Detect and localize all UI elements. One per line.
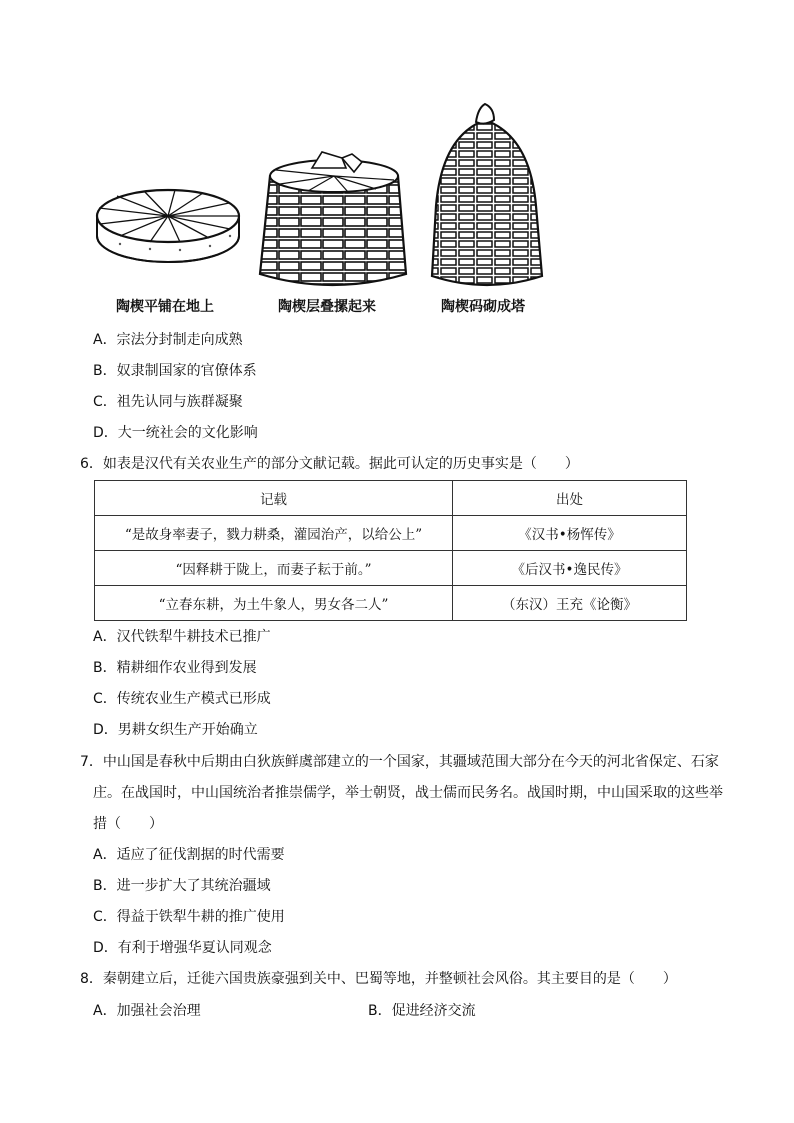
option-text: 传统农业生产模式已形成	[116, 691, 271, 707]
q7-option-d[interactable]	[93, 938, 272, 958]
pottery-wedge-illustration	[80, 96, 580, 296]
table-header-source: 出处	[453, 481, 687, 516]
option-text: 有利于增强华夏认同观念	[117, 940, 272, 956]
q7-stem-line-1: 7．中山国是春秋中后期由白狄族鲜虞部建立的一个国家，其疆域范围大部分在今天的河北省保定、石家	[80, 754, 719, 770]
table-cell-source: 《后汉书•逸民传》	[453, 551, 687, 586]
option-text: 男耕女织生产开始确立	[117, 722, 258, 738]
option-text: 精耕细作农业得到发展	[116, 660, 257, 676]
option-letter: C．	[93, 909, 117, 925]
option-letter: B．	[93, 660, 117, 676]
option-text: 宗法分封制走向成熟	[116, 332, 243, 348]
figure-caption-tower: 陶楔码砌成塔	[441, 299, 525, 315]
tower-dome-drawing	[432, 104, 542, 285]
q7-stem-line-2: 庄。在战国时，中山国统治者推崇儒学，举士朝贤，战士儒而民务名。战国时期，中山国采取的这些举	[93, 785, 723, 801]
option-letter: A．	[93, 629, 117, 645]
table-header-record: 记载	[95, 481, 453, 516]
q6-option-b[interactable]	[93, 658, 257, 678]
q5-option-c[interactable]	[93, 392, 243, 412]
table-cell-record: “是故身率妻子，戮力耕桑，灌园治产，以给公上”	[95, 516, 453, 551]
option-letter: B．	[368, 1003, 392, 1019]
option-letter: A．	[93, 1003, 117, 1019]
q7-option-b[interactable]	[93, 876, 271, 896]
table-cell-source: （东汉）王充《论衡》	[453, 586, 687, 621]
table-cell-record: “因释耕于陇上，而妻子耘于前。”	[95, 551, 453, 586]
q5-option-a[interactable]	[93, 330, 243, 350]
option-letter: A．	[93, 332, 117, 348]
stacked-drum-drawing	[260, 152, 406, 285]
table-cell-source: 《汉书•杨恽传》	[453, 516, 687, 551]
option-text: 祖先认同与族群凝聚	[116, 394, 243, 410]
q6-stem: 6．如表是汉代有关农业生产的部分文献记载。据此可认定的历史事实是（ ）	[80, 456, 579, 472]
table-cell-record: “立春东耕，为土牛象人，男女各二人”	[95, 586, 453, 621]
option-text: 得益于铁犁牛耕的推广使用	[116, 909, 285, 925]
figure-caption-stacked: 陶楔层叠摞起来	[278, 299, 376, 315]
option-letter: B．	[93, 878, 117, 894]
flat-disc-drawing	[97, 190, 239, 262]
option-letter: D．	[93, 722, 118, 738]
option-text: 奴隶制国家的官僚体系	[116, 363, 257, 379]
q6-option-a[interactable]	[93, 627, 271, 647]
option-text: 加强社会治理	[116, 1003, 201, 1019]
figure-caption-flat: 陶楔平铺在地上	[116, 299, 214, 315]
table-row	[95, 551, 687, 586]
option-letter: C．	[93, 691, 117, 707]
option-letter: A．	[93, 847, 117, 863]
q6-option-c[interactable]	[93, 689, 271, 709]
option-letter: D．	[93, 425, 118, 441]
table-row	[95, 516, 687, 551]
option-letter: B．	[93, 363, 117, 379]
q5-option-b[interactable]	[93, 361, 257, 381]
q6-records-table	[94, 480, 687, 621]
q7-option-c[interactable]	[93, 907, 285, 927]
table-header-row	[95, 481, 687, 516]
option-text: 大一统社会的文化影响	[117, 425, 258, 441]
option-text: 适应了征伐割据的时代需要	[116, 847, 285, 863]
option-letter: C．	[93, 394, 117, 410]
table-row	[95, 586, 687, 621]
option-letter: D．	[93, 940, 118, 956]
option-text: 进一步扩大了其统治疆域	[116, 878, 271, 894]
q7-option-a[interactable]	[93, 845, 285, 865]
q6-option-d[interactable]	[93, 720, 258, 740]
option-text: 促进经济交流	[391, 1003, 476, 1019]
q8-option-a[interactable]	[93, 1001, 201, 1021]
q7-stem-line-3: 措（ ）	[93, 816, 163, 832]
q8-stem: 8．秦朝建立后，迁徙六国贵族豪强到关中、巴蜀等地，并整顿社会风俗。其主要目的是（ ）	[80, 971, 677, 987]
q8-option-b[interactable]	[368, 1001, 476, 1021]
option-text: 汉代铁犁牛耕技术已推广	[116, 629, 271, 645]
pottery-wedge-figure	[80, 96, 580, 326]
q5-option-d[interactable]	[93, 423, 258, 443]
